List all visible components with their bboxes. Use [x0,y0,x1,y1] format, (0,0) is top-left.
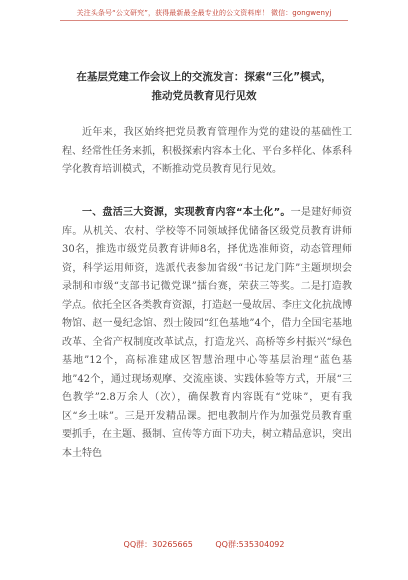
footer-contact [0,539,408,550]
title-line-2: 推动党员教育见行见效 [151,90,257,102]
header-banner: 关注头条号“公文研究”，获得最新最全最专业的公文资料库！ 微信：gongwenyj [76,9,332,17]
document-title [40,68,368,106]
title-line-1: 在基层党建工作会议上的交流发言：探索“三化”模式， [76,71,332,83]
header-divider [60,20,348,21]
paragraph-intro: 近年来，我区始终把党员教育管理作为党的建设的基础性工程、经常性任务来抓，积极探索内容本土化、平台多样化、体系科学化教育培训模式，不断推动党员教育见行见效。 [62,127,352,175]
qq-group-2: QQ群:535304092 [215,540,285,549]
section-heading-1: 一、盘活三大资源，实现教育内容“本土化”。 [82,207,291,218]
section-body-1: 一是建好师资库。从机关、农村、学校等不同领域择优储备区级党员教育讲师30名，推选市级党员教育讲师8名，择优选准师资，动态管理师资，科学运用师资，选派代表参加省级“书记龙门阵”主题坝坝会录制和市级“支部书记微党课”擂台赛，荣获三等奖。二是打造教学点。依托全区各类教育资源，打造赵一曼故居、李庄文化抗战博物馆、赵一曼纪念馆、烈士陵园“红色基地”4个，借力全国宅基地改革、全省产权制度改革试点，打造龙兴、高桥等乡村振兴“绿色基地”12个，高标准建成区智慧治理中心等基层治理“蓝色基地”42个，通过现场观摩、交流座谈、实践体验等方式，开展“三色教学”2.8万余人（次），确保教育内容既有“党味”，更有我区“乡土味”。三是开发精品课。把电教制片作为加强党员教育重要抓手，在主题、摄制、宣传等方面下功夫，树立精品意识，突出本土特色 [62,207,352,459]
qq-group-1: QQ群：30265665 [123,540,193,549]
paragraph-section-1 [62,204,352,463]
